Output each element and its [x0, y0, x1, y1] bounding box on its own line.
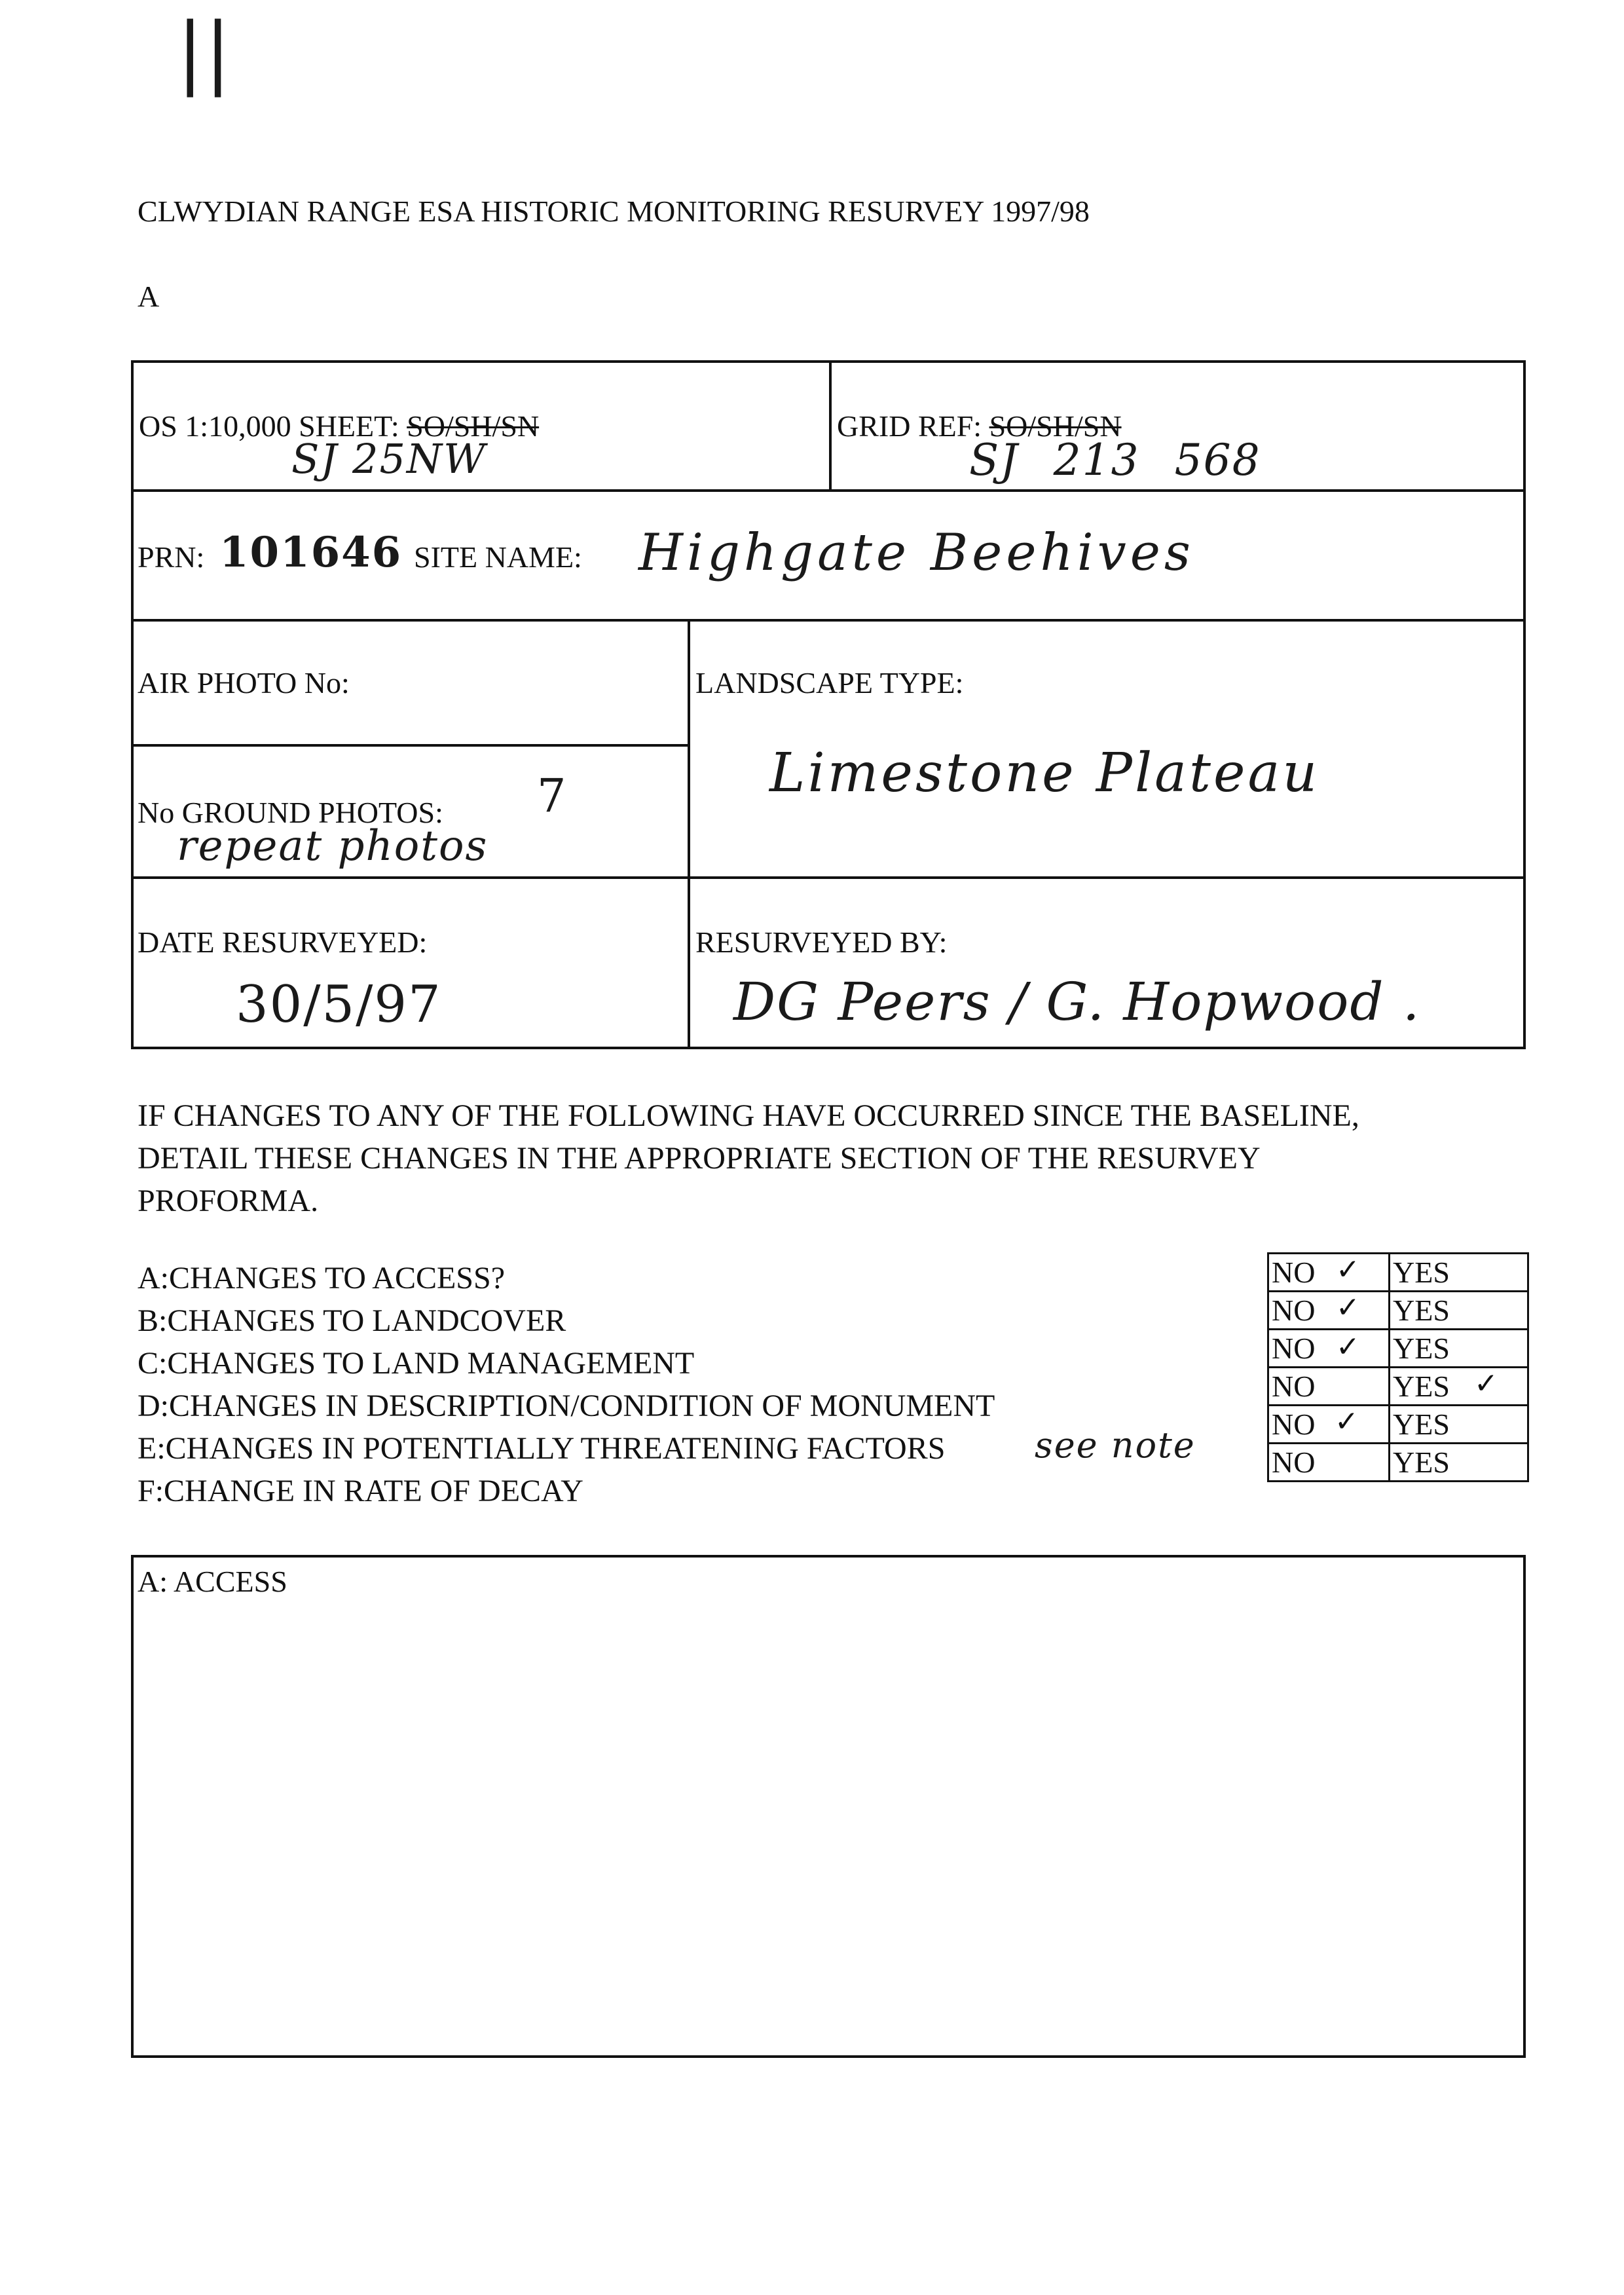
yes-label: YES	[1393, 1408, 1450, 1441]
no-label: NO	[1272, 1408, 1316, 1441]
instruction-line: PROFORMA.	[138, 1184, 319, 1218]
landscape-type-value: Limestone Plateau	[769, 742, 1320, 804]
access-section-label: A: ACCESS	[138, 1565, 287, 1598]
instruction-line: IF CHANGES TO ANY OF THE FOLLOWING HAVE OCCURRED SINCE THE BASELINE,	[138, 1098, 1359, 1133]
grid-ref-struck-prefix: SO/SH/SN	[989, 409, 1122, 443]
change-question: A:CHANGES TO ACCESS?	[138, 1261, 505, 1296]
grid-ref-value: SJ 213 568	[969, 435, 1261, 485]
yes-label: YES	[1393, 1370, 1450, 1403]
divider	[131, 744, 688, 747]
resurveyed-by-label: RESURVEYED BY:	[695, 925, 948, 959]
check-icon: ✓	[1336, 1253, 1360, 1286]
page-mark: ||	[177, 7, 232, 98]
divider	[131, 489, 1526, 492]
divider	[131, 619, 1526, 622]
landscape-type-label: LANDSCAPE TYPE:	[695, 666, 964, 700]
no-cell[interactable]	[1268, 1292, 1390, 1330]
no-label: NO	[1272, 1294, 1316, 1327]
no-cell[interactable]	[1268, 1254, 1390, 1292]
site-name-label: SITE NAME:	[414, 540, 582, 574]
ground-photos-value: 7	[537, 769, 568, 823]
no-label: NO	[1272, 1256, 1316, 1289]
yes-cell[interactable]	[1390, 1406, 1528, 1444]
no-label: NO	[1272, 1446, 1316, 1479]
section-letter: A	[138, 280, 160, 313]
yes-label: YES	[1393, 1256, 1450, 1289]
no-cell[interactable]	[1268, 1406, 1390, 1444]
change-question: D:CHANGES IN DESCRIPTION/CONDITION OF MONUMENT	[138, 1389, 995, 1423]
date-resurveyed-label: DATE RESURVEYED:	[138, 925, 428, 959]
check-icon: ✓	[1336, 1291, 1360, 1324]
prn-value: 101646	[219, 528, 403, 577]
check-icon: ✓	[1336, 1330, 1360, 1364]
access-section-content[interactable]	[138, 1611, 1513, 2037]
os-sheet-struck-prefix: SO/SH/SN	[407, 409, 540, 443]
yes-label: YES	[1393, 1294, 1450, 1327]
os-sheet-label: OS 1:10,000 SHEET:	[139, 409, 399, 443]
divider	[688, 619, 690, 1049]
change-question: E:CHANGES IN POTENTIALLY THREATENING FACTORS	[138, 1431, 946, 1466]
divider	[829, 360, 832, 491]
change-note: see note	[1035, 1425, 1196, 1466]
no-cell[interactable]	[1268, 1330, 1390, 1368]
yes-label: YES	[1393, 1446, 1450, 1479]
os-sheet-value: SJ 25NW	[291, 435, 487, 483]
resurveyed-by-value: DG Peers / G. Hopwood .	[733, 971, 1421, 1032]
change-row-a	[1268, 1254, 1528, 1292]
changes-checkbox-table	[1267, 1252, 1529, 1482]
form-title: CLWYDIAN RANGE ESA HISTORIC MONITORING RESURVEY 1997/98	[138, 195, 1090, 228]
change-row-e	[1268, 1406, 1528, 1444]
yes-cell[interactable]	[1390, 1368, 1528, 1406]
yes-cell[interactable]	[1390, 1330, 1528, 1368]
air-photo-label: AIR PHOTO No:	[138, 666, 350, 700]
prn-label: PRN:	[138, 540, 205, 574]
no-cell[interactable]	[1268, 1368, 1390, 1406]
change-question: F:CHANGE IN RATE OF DECAY	[138, 1474, 583, 1508]
check-icon: ✓	[1474, 1367, 1498, 1400]
yes-cell[interactable]	[1390, 1292, 1528, 1330]
change-row-f	[1268, 1444, 1528, 1482]
divider	[131, 876, 1526, 879]
site-name-value: Highgate Beehives	[638, 523, 1194, 582]
change-row-b	[1268, 1292, 1528, 1330]
ground-photos-label: No GROUND PHOTOS:	[138, 796, 443, 829]
check-icon: ✓	[1335, 1405, 1359, 1438]
yes-cell[interactable]	[1390, 1254, 1528, 1292]
instruction-line: DETAIL THESE CHANGES IN THE APPROPRIATE SECTION OF THE RESURVEY	[138, 1141, 1261, 1176]
change-question: C:CHANGES TO LAND MANAGEMENT	[138, 1346, 695, 1381]
change-row-c	[1268, 1330, 1528, 1368]
yes-cell[interactable]	[1390, 1444, 1528, 1482]
ground-photos-note: repeat photos	[177, 822, 489, 870]
grid-ref-label: GRID REF:	[837, 409, 982, 443]
date-resurveyed-value: 30/5/97	[236, 975, 442, 1034]
no-label: NO	[1272, 1370, 1316, 1403]
no-cell[interactable]	[1268, 1444, 1390, 1482]
change-question: B:CHANGES TO LANDCOVER	[138, 1303, 566, 1338]
yes-label: YES	[1393, 1332, 1450, 1365]
no-label: NO	[1272, 1332, 1316, 1365]
change-row-d	[1268, 1368, 1528, 1406]
